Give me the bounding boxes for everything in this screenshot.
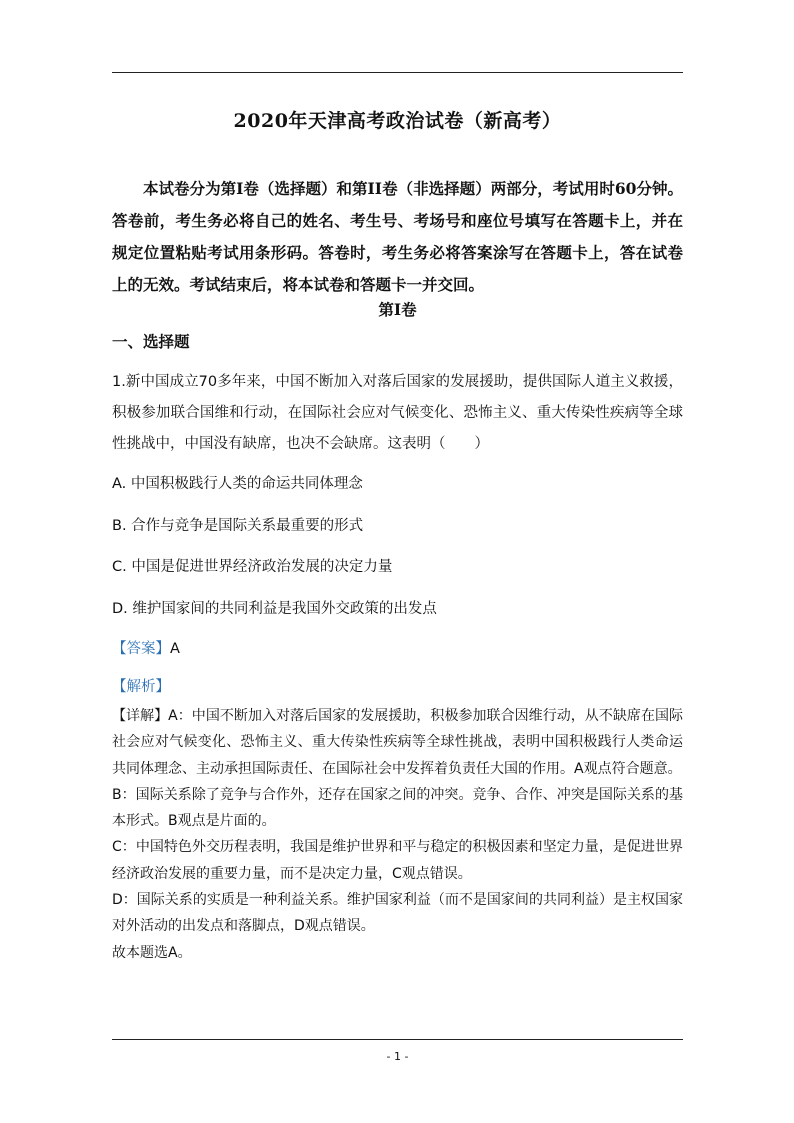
answer-line	[112, 637, 180, 658]
detail-c: C：中国特色外交历程表明，我国是维护世界和平与稳定的积极因素和坚定力量，是促进世界经济政治发展的重要力量，而不是决定力量，C观点错误。	[112, 839, 683, 882]
footer-rule	[112, 1039, 683, 1040]
option-d: D. 维护国家间的共同利益是我国外交政策的出发点	[112, 601, 437, 617]
option-a: A. 中国积极践行人类的命运共同体理念	[112, 476, 363, 492]
page-title: 2020年天津高考政治试卷（新高考）	[233, 110, 562, 132]
header-rule	[112, 72, 683, 73]
analysis-tag: 【解析】	[112, 679, 170, 695]
instructions-text: 本试卷分为第I卷（选择题）和第II卷（非选择题）两部分，考试用时60分钟。答卷前，考生务必将自己的姓名、考生号、考场号和座位号填写在答题卡上，并在规定位置粘贴考试用条形码。答卷时，考生务必将答案涂写在答题卡上，答在试卷上的无效。考试结束后，将本试卷和答题卡一并交回。	[112, 179, 683, 294]
detail-conclusion: 故本题选A。	[112, 944, 192, 961]
exam-instructions	[112, 173, 683, 301]
detail-b: B：国际关系除了竞争与合作外，还存在国家之间的冲突。竞争、合作、冲突是国际关系的基本形式。B观点是片面的。	[112, 786, 683, 830]
detail-a: 【详解】A：中国不断加入对落后国家的发展援助，积极参加联合因维行动，从不缺席在国际社会应对气候变化、恐怖主义、重大传染性疾病等全球性挑战，表明中国积极践行人类命运共同体理念、主动承担国际责任、在国际社会中发挥着负责任大国的作用。A观点符合题意。	[112, 708, 684, 777]
detail-tag: 【详解】	[112, 708, 169, 724]
analysis-line	[112, 675, 170, 696]
section-heading: 一、选择题	[112, 332, 190, 351]
option-c: C. 中国是促进世界经济政治发展的决定力量	[112, 559, 393, 575]
detail-block	[112, 703, 683, 966]
option-b: B. 合作与竞争是国际关系最重要的形式	[112, 518, 364, 534]
volume-label: 第I卷	[378, 300, 417, 319]
detail-d: D：国际关系的实质是一种利益关系。维护国家利益（而不是国家间的共同利益）是主权国家对外活动的出发点和落脚点，D观点错误。	[112, 892, 683, 935]
answer-value: A	[170, 641, 180, 657]
question-stem: 1.新中国成立70多年来，中国不断加入对落后国家的发展援助，提供国际人道主义救援，积极参加联合国维和行动，在国际社会应对气候变化、恐怖主义、重大传染性疾病等全球性挑战中，中国没有缺席，也决不会缺席。这表明（ ）	[112, 374, 683, 452]
answer-tag: 【答案】	[112, 641, 170, 657]
page-number: - 1 -	[386, 1050, 409, 1063]
